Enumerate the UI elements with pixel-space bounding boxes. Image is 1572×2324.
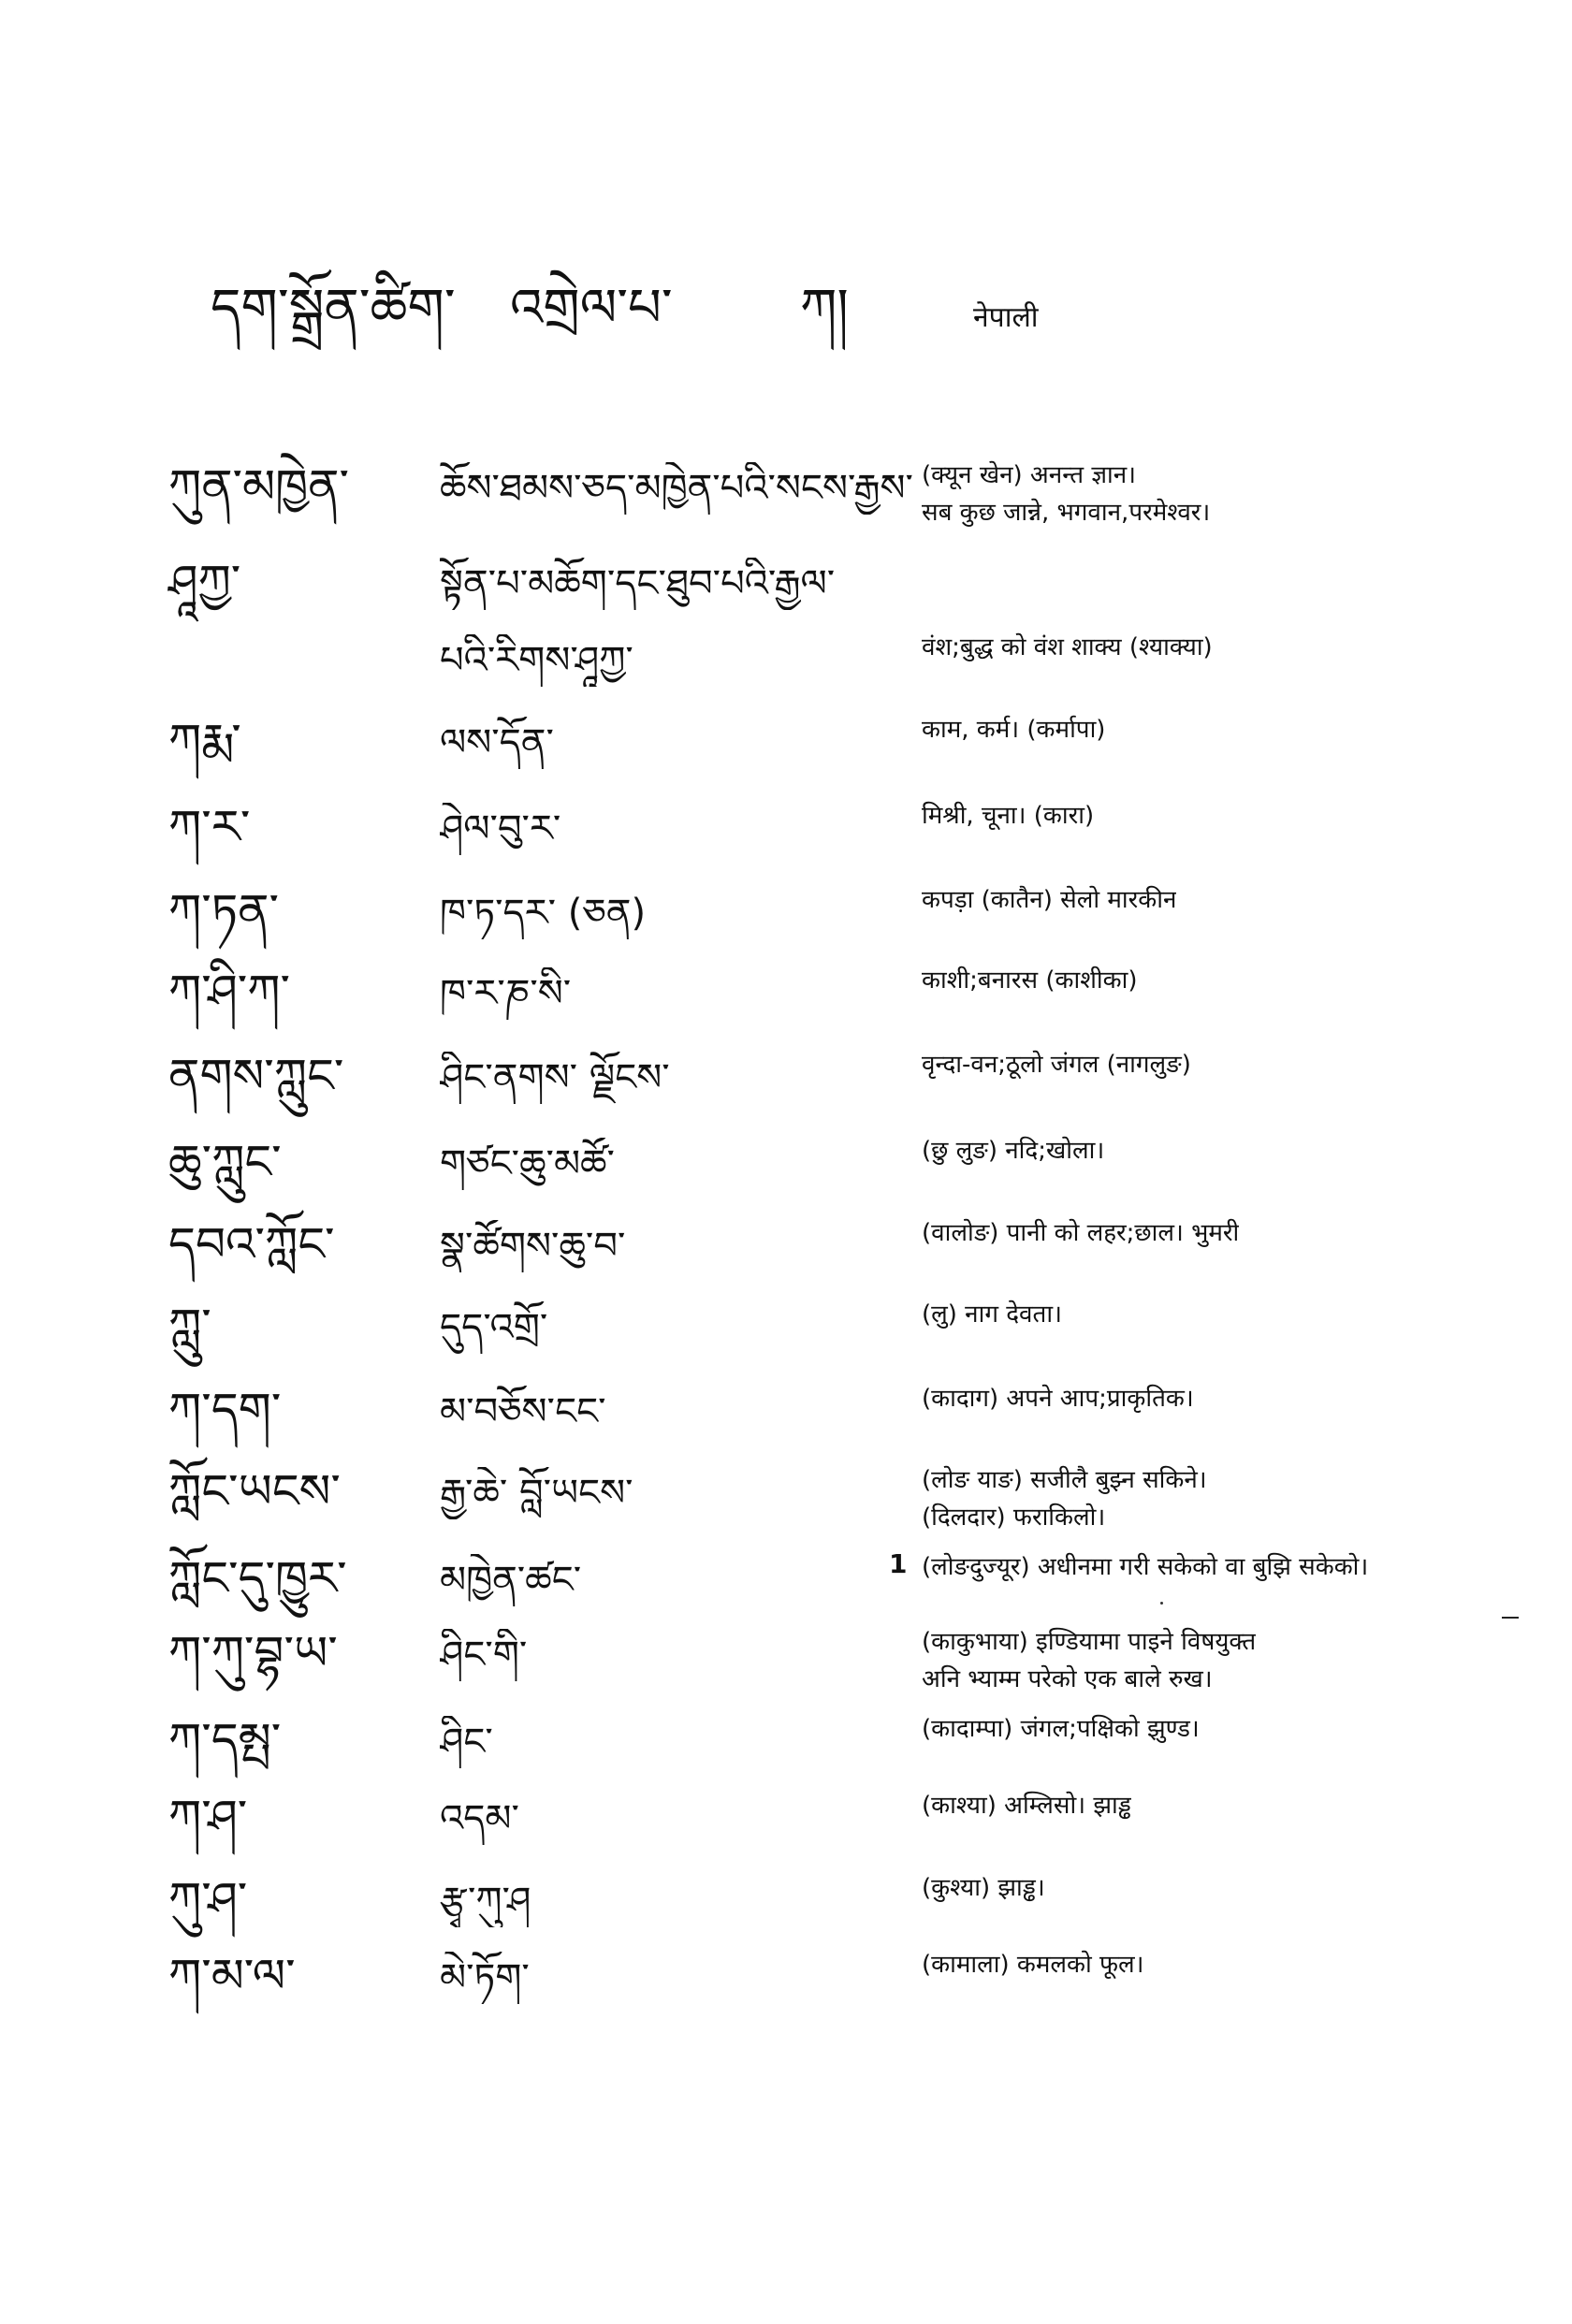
entry-nepali-gloss — [922, 1787, 1131, 1824]
entry-headword: ཀ་ཏན་ — [168, 884, 279, 938]
entry-headword: ཀློང་ཡངས་ — [168, 1464, 341, 1518]
page-number: 1 — [889, 1548, 908, 1579]
entry-tibetan-definition: མ་བཅོས་ངང་ — [440, 1390, 606, 1433]
nepali-line: (काकुभाया) इण्डियामा पाइने विषयुक्त — [922, 1628, 1257, 1656]
nepali-line: (क्यून खेन) अनन्त ज्ञान। — [922, 461, 1137, 489]
entry-tibetan-definition: ཤིང་ — [440, 1721, 493, 1764]
entry-headword: ཀུན་མཁྱེན་ — [168, 459, 349, 514]
entry-nepali-gloss — [922, 1869, 1045, 1907]
entry-headword: ཀ་དམྤ་ — [168, 1713, 282, 1767]
entry-tibetan-definition: མཁྱེན་ཚང་ — [440, 1559, 582, 1602]
entry-nepali-gloss — [922, 962, 1137, 999]
entry-headword: ཀློང་དུ་ཁྱུར་ — [168, 1551, 347, 1605]
header-letter: ཀ། — [800, 278, 849, 339]
entry-nepali-gloss — [922, 1710, 1200, 1748]
entry-nepali-gloss — [922, 1548, 1368, 1586]
entry-nepali-gloss — [922, 1623, 1256, 1698]
entry-nepali-gloss — [922, 629, 1213, 666]
entry-headword: ནགས་ཀླུང་ — [168, 1049, 344, 1103]
entry-tibetan-definition: མེ་ཏོག་ — [440, 1956, 530, 1999]
entry-tibetan-definition: ཆོས་ཐམས་ཅད་མཁྱེན་པའི་སངས་རྒྱས་ — [440, 467, 913, 510]
nepali-line: कपड़ा (कातैन) सेलो मारकीन — [922, 886, 1177, 914]
entry-headword: ཀརྨ་ — [168, 714, 241, 768]
entry-tibetan-definition: ལས་དོན་ — [440, 721, 554, 764]
entry-tibetan-definition: གཙང་ཆུ་མཚོ་ — [440, 1142, 615, 1185]
entry-tibetan-definition: རྒྱ་ཆེ་ བློ་ཡངས་ — [440, 1472, 633, 1515]
nepali-line: (कामाला) कमलको फूल। — [922, 1951, 1144, 1979]
entry-tibetan-definition: ཤེལ་བུ་ར་ — [440, 807, 561, 850]
entry-tibetan-definition: དུད་འགྲོ་ — [440, 1306, 548, 1349]
header-definition: འགྲེལ་པ་ — [510, 278, 673, 339]
nepali-line: वंश;बुद्ध को वंश शाक्य (श्याक्या) — [922, 633, 1213, 661]
entry-tibetan-definition: པའི་རིགས་ཤཱཀྱ་ — [440, 639, 633, 682]
entry-headword: ཀ་ཀུ་བྷ་ཡ་ — [168, 1626, 338, 1680]
nepali-line: (वालोङ) पानी को लहर;छाल। भुमरी — [922, 1219, 1240, 1247]
entry-tibetan-definition: སྣ་ཚོགས་ཆུ་བ་ — [440, 1225, 626, 1268]
entry-headword: ཀླུ་ — [168, 1299, 211, 1353]
header-tibetan-word: དག་སྒྲོན་ཚིག་ — [211, 278, 456, 339]
nepali-line: (लोङ याङ) सजीलै बुझ्न सकिने। — [922, 1466, 1207, 1494]
entry-nepali-gloss — [922, 457, 1210, 531]
nepali-line: (छु लुङ) नदि;खोला। — [922, 1137, 1105, 1165]
nepali-line: काशी;बनारस (काशीका) — [922, 966, 1138, 995]
nepali-line: (काश्या) अम्लिसो। झाड्ढ — [922, 1792, 1131, 1820]
entry-nepali-gloss — [922, 1132, 1104, 1169]
entry-nepali-gloss — [922, 1296, 1062, 1333]
entry-tibetan-definition: ཁ་ར་ཎ་སི་ — [440, 972, 572, 1015]
entry-nepali-gloss — [922, 1046, 1191, 1083]
entry-nepali-gloss — [922, 1214, 1239, 1252]
header-nepali: नेपाली — [973, 301, 1039, 334]
entry-nepali-gloss — [922, 1380, 1194, 1417]
entry-headword: ཀ་དག་ — [168, 1383, 282, 1437]
nepali-line: मिश्री, चूना। (कारा) — [922, 802, 1095, 830]
nepali-line: (कादाम्पा) जंगल;पक्षिको झुण्ड। — [922, 1715, 1200, 1743]
entry-tibetan-definition: རྩྭ་ཀུ་ཤ — [440, 1880, 531, 1923]
nepali-line: काम, कर्म। (कर्मापा) — [922, 716, 1106, 744]
entry-tibetan-definition: ཁ་ཏ་དར་ (ཅན) — [440, 892, 647, 935]
entry-nepali-gloss — [922, 797, 1094, 835]
nepali-line: वृन्दा-वन;ठूलो जंगल (नागलुङ) — [922, 1051, 1191, 1079]
entry-nepali-gloss — [922, 711, 1105, 748]
column-header — [0, 267, 1572, 370]
nepali-line: (कुश्या) झाड्ढ। — [922, 1874, 1045, 1902]
entry-headword: དབའ་ཀློང་ — [168, 1217, 335, 1271]
entry-headword: ཀ་ཤི་ཀ་ — [168, 965, 290, 1019]
entry-headword: ཤཱཀྱ་ — [168, 555, 241, 609]
nepali-line: (लोङदुज्यूर) अधीनमा गरी सकेको वा बुझि सकेको। — [922, 1553, 1369, 1581]
entry-headword: ཀུ་ཤ་ — [168, 1872, 248, 1926]
nepali-line: (कादाग) अपने आप;प्राकृतिक। — [922, 1385, 1194, 1413]
entry-tibetan-definition: ཤིང་གི་ — [440, 1634, 528, 1677]
nepali-line: (लु) नाग देवता। — [922, 1300, 1062, 1329]
entry-headword: ཀ་མ་ལ་ — [168, 1949, 296, 2003]
entry-tibetan-definition: འདམ་ — [440, 1797, 519, 1840]
entry-tibetan-definition: ཤིང་ནགས་ ལྗོངས་ — [440, 1056, 670, 1099]
nepali-line: अनि भ्याम्म परेको एक बाले रुख। — [922, 1665, 1213, 1693]
entry-tibetan-definition: སྟོན་པ་མཆོག་དང་ཐུབ་པའི་རྒྱལ་ — [440, 562, 836, 605]
entry-headword: ཀ་ཤ་ — [168, 1790, 248, 1844]
entry-nepali-gloss — [922, 881, 1176, 919]
entry-nepali-gloss — [922, 1946, 1144, 1983]
entry-headword: ཆུ་ཀླུང་ — [168, 1135, 282, 1189]
speck-mark — [1160, 1602, 1163, 1605]
margin-dash — [1502, 1617, 1519, 1619]
nepali-line: सब कुछ जान्ने, भगवान,परमेश्वर। — [922, 499, 1211, 527]
entry-nepali-gloss — [922, 1461, 1207, 1536]
nepali-line: (दिलदार) फराकिलो। — [922, 1503, 1106, 1532]
entry-headword: ཀ་ར་ — [168, 800, 251, 854]
